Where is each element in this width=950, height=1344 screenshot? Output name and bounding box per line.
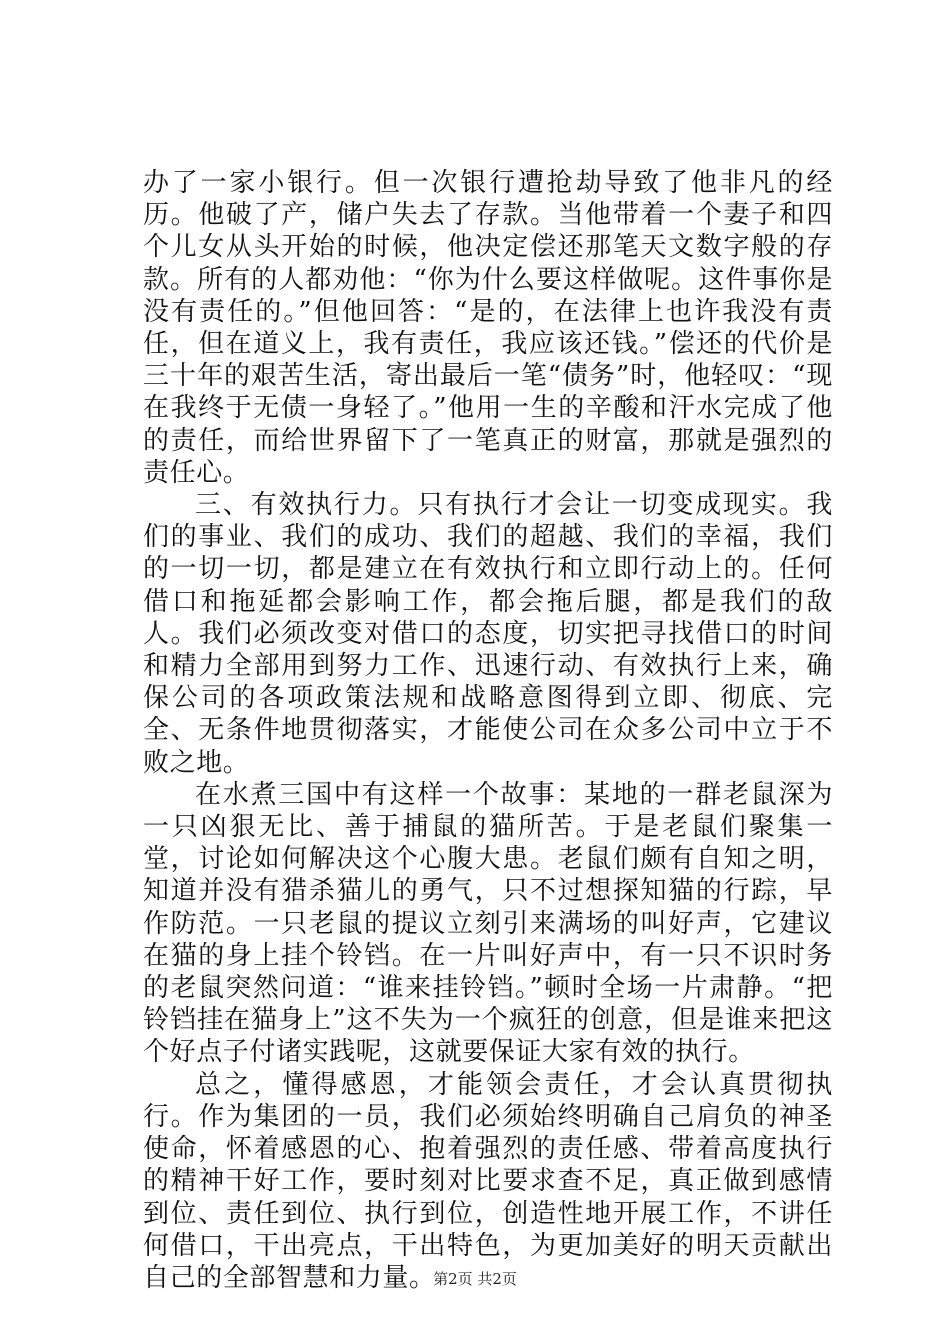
page-number-footer: 第2页 共2页 (433, 1270, 517, 1288)
paragraph-execution: 三、有效执行力。只有执行才会让一切变成现实。我们的事业、我们的成功、我们的超越、我们的幸福，我们的一切一切，都是建立在有效执行和立即行动上的。任何借口和拖延都会影响工作，都会拖后腿，都是我们的敌人。我们必须改变对借口的态度，切实把寻找借口的时间和精力全部用到努力工作、迅速行动、有效执行上来，确保公司的各项政策法规和战略意图得到立即、彻底、完全、无条件地贯彻落实，才能使公司在众多公司中立于不败之地。 (143, 490, 833, 778)
paragraph-story: 在水煮三国中有这样一个故事：某地的一群老鼠深为一只凶狠无比、善于捕鼠的猫所苦。于是老鼠们聚集一堂，讨论如何解决这个心腹大患。老鼠们颇有自知之明，知道并没有猎杀猫儿的勇气，只不过想探知猫的行踪，早作防范。一只老鼠的提议立刻引来满场的叫好声，它建议在猫的身上挂个铃铛。在一片叫好声中，有一只不识时务的老鼠突然问道：“谁来挂铃铛。”顿时全场一片肃静。“把铃铛挂在猫身上”这不失为一个疯狂的创意，但是谁来把这个好点子付诸实践呢，这就要保证大家有效的执行。 (143, 779, 833, 1068)
paragraph-continuation: 办了一家小银行。但一次银行遭抢劫导致了他非凡的经历。他破了产，储户失去了存款。当他带着一个妻子和四个儿女从头开始的时候，他决定偿还那笔天文数字般的存款。所有的人都劝他：“你为什么要这样做呢。这件事你是没有责任的。”但他回答：“是的，在法律上也许我没有责任，但在道义上，我有责任，我应该还钱。”偿还的代价是三十年的艰苦生活，寄出最后一笔“债务”时，他轻叹：“现在我终于无债一身轻了。”他用一生的辛酸和汗水完成了他的责任，而给世界留下了一笔真正的财富，那就是强烈的责任心。 (143, 168, 833, 488)
paragraph-conclusion: 总之，懂得感恩，才能领会责任，才会认真贯彻执行。作为集团的一员，我们必须始终明确自己肩负的神圣使命，怀着感恩的心、抱着强烈的责任感、带着高度执行的精神干好工作，要时刻对比要求查不足，真正做到感情到位、责任到位、执行到位，创造性地开展工作，不讲任何借口，干出亮点，干出特色，为更加美好的明天贡献出自己的全部智慧和力量。 (143, 1069, 833, 1293)
document-body (143, 167, 833, 1294)
